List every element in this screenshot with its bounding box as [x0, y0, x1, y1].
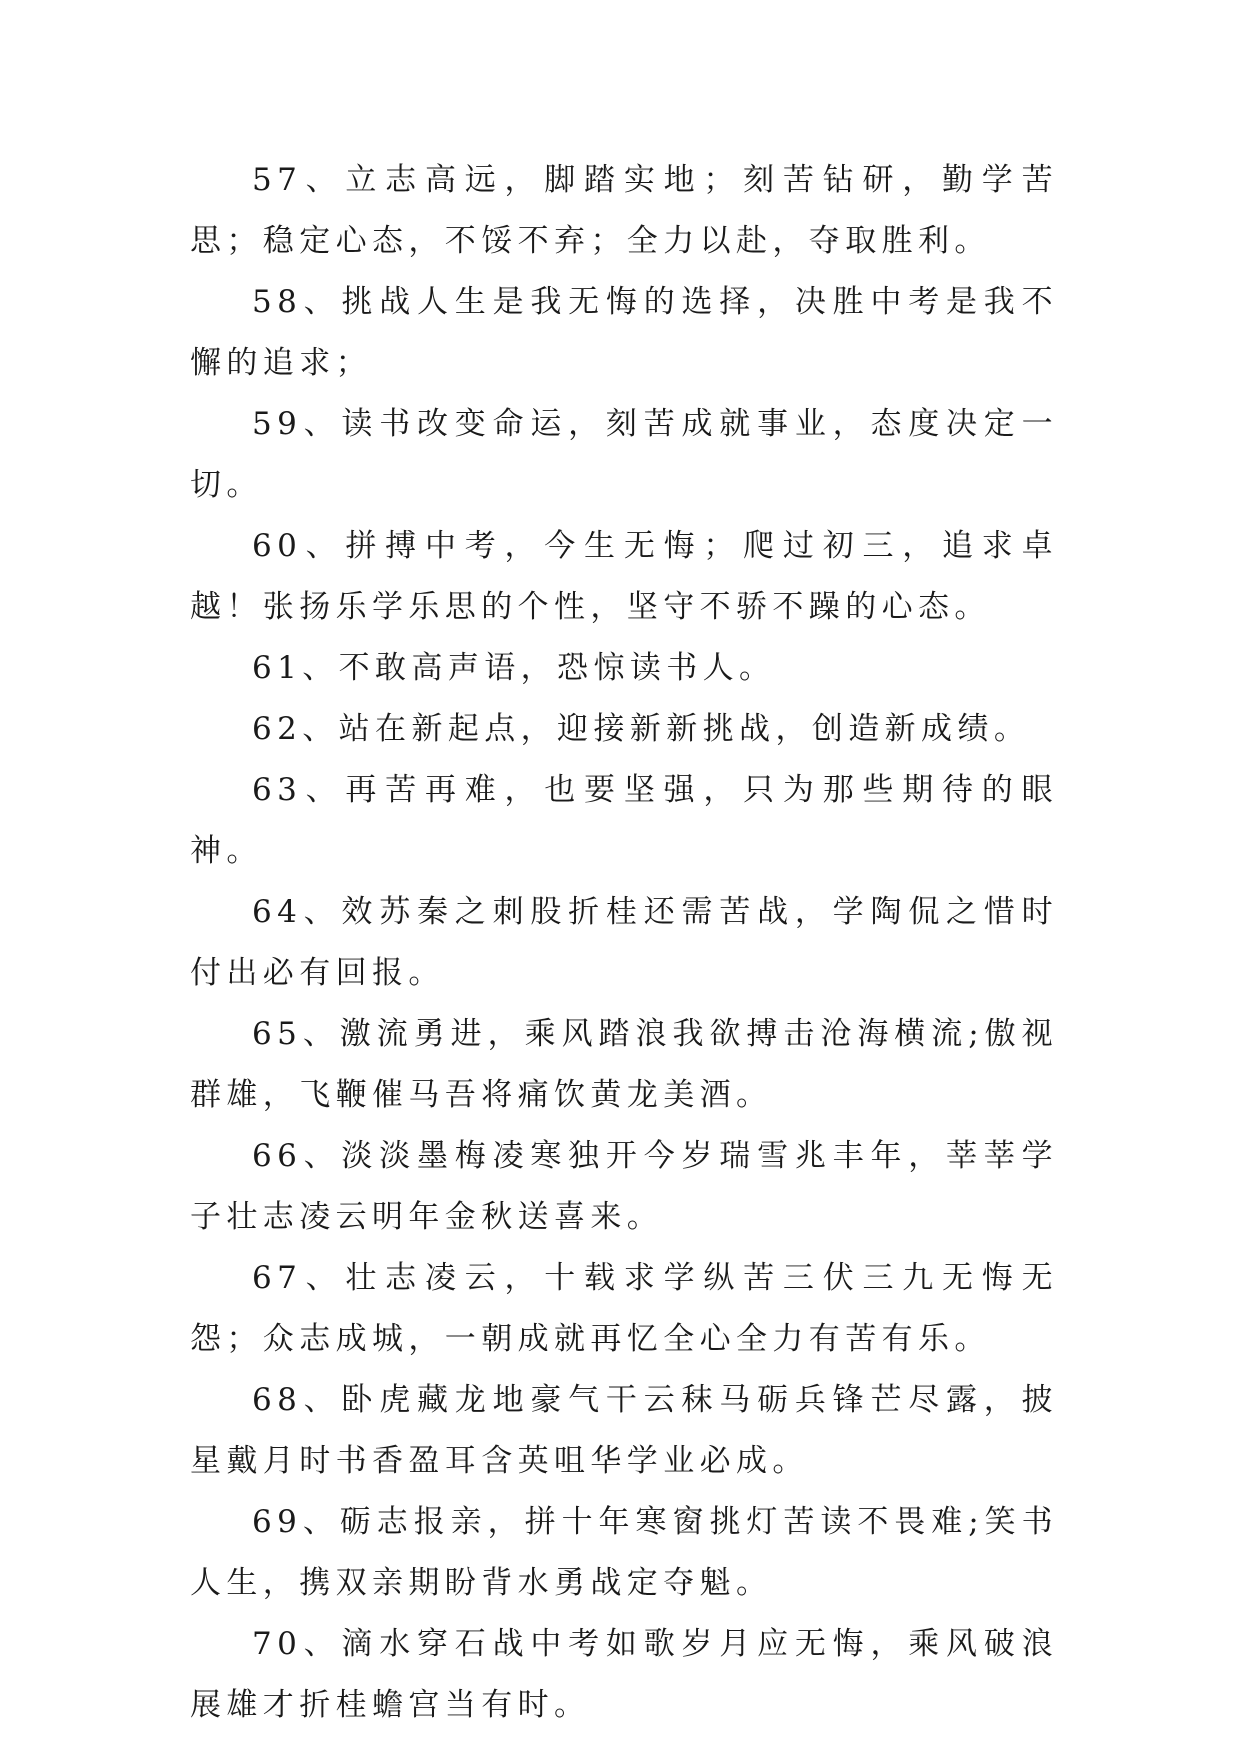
paragraph-64: 64、效苏秦之刺股折桂还需苦战，学陶侃之惜时付出必有回报。 — [190, 894, 1058, 991]
document-body — [190, 150, 1058, 1736]
paragraph-70: 70、滴水穿石战中考如歌岁月应无悔，乘风破浪展雄才折桂蟾宫当有时。 — [190, 1626, 1058, 1723]
paragraph-65: 65、激流勇进，乘风踏浪我欲搏击沧海横流;傲视群雄，飞鞭催马吾将痛饮黄龙美酒。 — [190, 1016, 1058, 1113]
paragraph-67: 67、壮志凌云，十载求学纵苦三伏三九无悔无怨；众志成城，一朝成就再忆全心全力有苦有乐。 — [190, 1260, 1058, 1357]
paragraph-61: 61、不敢高声语，恐惊读书人。 — [252, 650, 776, 686]
paragraph-59: 59、读书改变命运，刻苦成就事业，态度决定一切。 — [190, 406, 1058, 503]
paragraph-62: 62、站在新起点，迎接新新挑战，创造新成绩。 — [252, 711, 1031, 747]
paragraph-60: 60、拼搏中考，今生无悔；爬过初三，追求卓越！张扬乐学乐思的个性，坚守不骄不躁的心态。 — [190, 528, 1058, 625]
paragraph-57: 57、立志高远，脚踏实地；刻苦钻研，勤学苦思；稳定心态，不馁不弃；全力以赴，夺取胜利。 — [190, 162, 1058, 259]
paragraph-68: 68、卧虎藏龙地豪气干云秣马砺兵锋芒尽露，披星戴月时书香盈耳含英咀华学业必成。 — [190, 1382, 1058, 1479]
paragraph-66: 66、淡淡墨梅凌寒独开今岁瑞雪兆丰年，莘莘学子壮志凌云明年金秋送喜来。 — [190, 1138, 1058, 1235]
paragraph-58: 58、挑战人生是我无悔的选择，决胜中考是我不懈的追求； — [190, 284, 1058, 381]
paragraph-69: 69、砺志报亲，拼十年寒窗挑灯苦读不畏难;笑书人生，携双亲期盼背水勇战定夺魁。 — [190, 1504, 1058, 1601]
paragraph-63: 63、再苦再难，也要坚强，只为那些期待的眼神。 — [190, 772, 1058, 869]
